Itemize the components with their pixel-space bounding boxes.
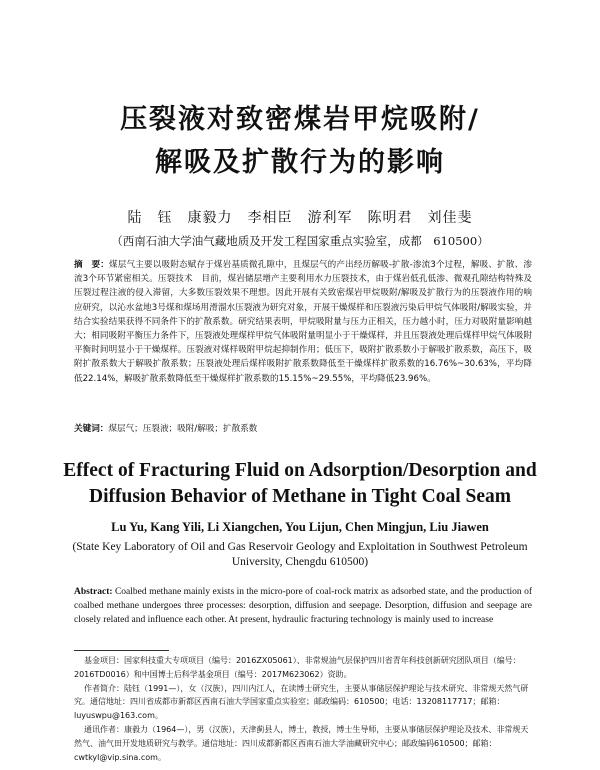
footnote-divider (74, 650, 169, 651)
chinese-affiliation: （西南石油大学油气藏地质及开发工程国家重点实验室，成都 610500） (111, 234, 489, 248)
footnote-corresponding-author: 通讯作者：康毅力（1964—），男（汉族），天津蓟县人，博士，教授，博士生导师，主要从事储层保护理论及技术、非常规天然气、油气田开发地质研究与教学。通信地址：四川成都新都区西南石油大学油藏研究中心；邮政编码610500；邮箱：cwtkyl@vip.sina.com。 (74, 724, 529, 762)
chinese-title-line-2: 解吸及扩散行为的影响 (155, 147, 445, 178)
english-authors: Lu Yu, Kang Yili, Li Xiangchen, You Lijun, Chen Mingjun, Liu Jiawen (111, 520, 489, 534)
footnotes (74, 654, 532, 764)
footnote-first-author: 作者简介：陆钰（1991—），女（汉族），四川内江人，在读博士研究生，主要从事储层保护理论与技术研究、非常规天然气研究。通信地址：四川省成都市新都区西南石油大学国家重点实验室；邮政编码：610500；电话：13208117717；邮箱：luyuswpu@163.com。 (74, 683, 529, 721)
chinese-title-line-1: 压裂液对致密煤岩甲烷吸附/ (120, 104, 480, 135)
chinese-keywords (74, 422, 532, 434)
chinese-keywords-text: 煤层气；压裂液；吸附/解吸；扩散系数 (108, 424, 258, 434)
english-affiliation: (State Key Laboratory of Oil and Gas Reservoir Geology and Exploitation in Southwest Petroleum University, Chengdu 610500) (72, 541, 528, 568)
english-title-line-1: Effect of Fracturing Fluid on Adsorption/Desorption and (63, 460, 537, 481)
chinese-abstract-label: 摘 要： (74, 260, 109, 270)
english-abstract (74, 585, 532, 628)
english-abstract-text: Coalbed methane mainly exists in the micro-pore of coal-rock matrix as adsorbed state, and the production of coalbed methane undergoes three processes: desorption, diffusion and seepage. Desorption, diffusion and seepage are closely related and influence each other. At present, hydraulic fracturing technology is mainly used to increase (74, 587, 532, 626)
chinese-abstract (74, 258, 532, 386)
footnote-funding: 基金项目：国家科技重大专项项目（编号：2016ZX05061）、非常规油气层保护四川省青年科技创新研究团队项目（编号：2016TD0016）和中国博士后科学基金项目（编号：2017M623062）资助。 (74, 656, 521, 679)
chinese-authors: 陆 钰 康毅力 李相臣 游利军 陈明君 刘佳斐 (127, 210, 473, 226)
chinese-abstract-text: 煤层气主要以吸附态赋存于煤岩基质微孔隙中，且煤层气的产出经历解吸-扩散-渗流3个过程，解吸、扩散、渗流3个环节紧密相关。压裂技术 目前，煤岩储层增产主要利用水力压裂技术，由于煤岩低孔低渗、微观孔隙结构特殊及压裂过程注液的侵入滞留，大多数压裂效果不理想。因此开展有关致密煤岩甲烷吸附/解吸及扩散行为的压裂液作用的响应研究，以沁水盆地3号煤和煤场用滑溜水压裂液为研究对象，开展干燥煤样和压裂液污染后甲烷气体吸附/解吸实验，并结合实验结果获得不同条件下的扩散系数。研究结果表明，甲烷吸附量与压力正相关，压力越小时，压力对吸附量影响越大；相同吸附平衡压力条件下，压裂液处理煤样甲烷气体吸附量明显小于干燥煤样，并且压裂液处理后煤样甲烷气体吸附平衡时间明显小于干燥煤样。压裂液对煤样吸附甲烷起抑制作用；低压下，吸附扩散系数小于解吸扩散系数，高压下，吸附扩散系数大于解吸扩散系数；压裂液处理后煤样吸附扩散系数降低至干燥煤样扩散系数的16.76%~30.63%，平均降低22.14%，解吸扩散系数降低至干燥煤样扩散系数的15.15%~29.55%，平均降低23.96%。 (74, 260, 532, 384)
english-title-line-2: Diffusion Behavior of Methane in Tight Coal Seam (89, 486, 511, 507)
english-abstract-label: Abstract: (74, 587, 113, 597)
chinese-keywords-label: 关键词： (74, 424, 109, 434)
